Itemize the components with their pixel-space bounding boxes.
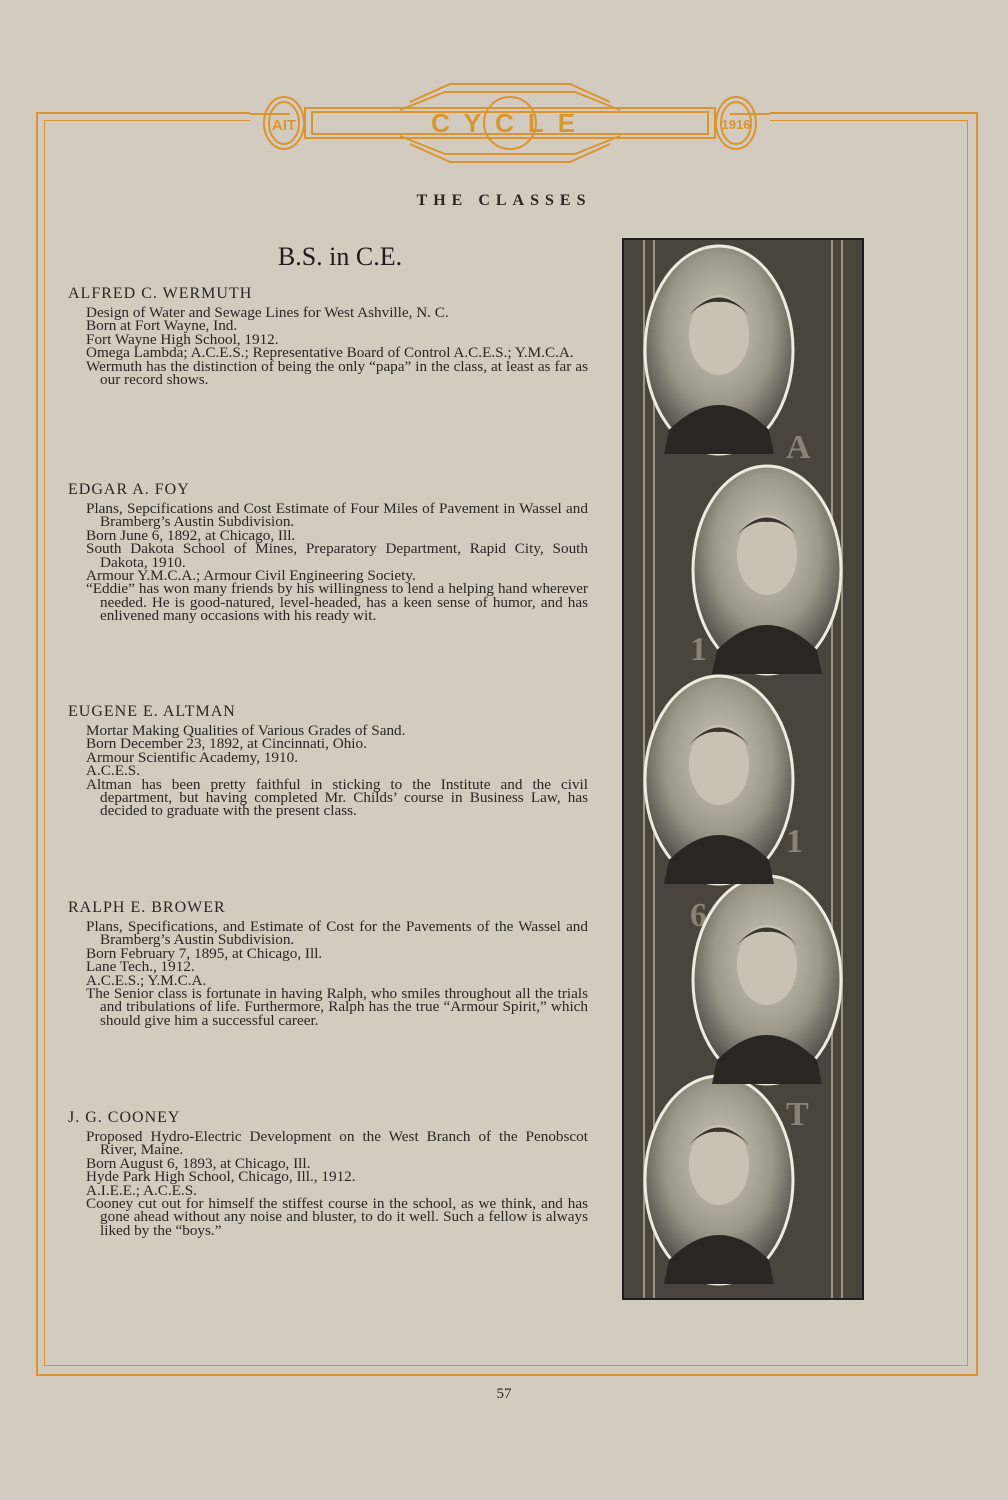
student-entry	[68, 1110, 588, 1237]
remark: Altman has been pretty faithful in sticking to the Institute and the civil department, but having completed Mr. Childs’ course in Business Law, has decided to graduate with the present class.	[86, 775, 588, 820]
page-number: 57	[496, 1386, 512, 1402]
strip-letter: T	[786, 1096, 809, 1133]
societies: Armour Y.M.C.A.; Armour Civil Engineering Society.	[86, 567, 416, 585]
strip-letter: 6	[690, 897, 707, 934]
thesis-title: Plans, Sepcifications and Cost Estimate of Four Miles of Pavement in Wassel and Bramberg’s Austin Subdivision.	[86, 500, 588, 531]
remark: Cooney cut out for himself the stiffest course in the school, as we think, and has gone ahead without any noise and bluster, to do it well. Such a fellow is always liked by the “boys.”	[86, 1195, 588, 1239]
degree-heading: B.S. in C.E.	[277, 242, 403, 271]
student-name: EDGAR A. FOY	[68, 481, 190, 498]
banner-center-text: CYCLE	[430, 108, 590, 138]
birth-info: Born June 6, 1892, at Chicago, Ill.	[86, 526, 296, 544]
remark: The Senior class is fortunate in having Ralph, who smiles throughout all the trials and tribulations of life. Furthermore, Ralph has the true “Armour Spirit,” which should give him a successful career.	[86, 985, 588, 1029]
societies: Omega Lambda; A.C.E.S.; Representative Board of Control A.C.E.S.; Y.M.C.A.	[86, 344, 574, 362]
birth-info: Born at Fort Wayne, Ind.	[86, 317, 238, 335]
school-info: Fort Wayne High School, 1912.	[86, 330, 279, 348]
banner-left-text: AIT	[271, 117, 297, 134]
portrait-strip-art	[624, 240, 862, 1298]
school-info: Armour Scientific Academy, 1910.	[86, 748, 299, 766]
remark: Wermuth has the distinction of being the only “papa” in the class, at least as far as our record shows.	[86, 357, 588, 389]
societies: A.C.E.S.; Y.M.C.A.	[86, 971, 207, 989]
school-info: Lane Tech., 1912.	[86, 958, 195, 976]
thesis-title: Mortar Making Qualities of Various Grades of Sand.	[86, 722, 406, 739]
strip-letter: 1	[690, 631, 707, 668]
student-entry	[68, 704, 588, 818]
societies: A.I.E.E.; A.C.E.S.	[86, 1181, 197, 1199]
student-entry	[68, 482, 588, 623]
strip-letter: A	[786, 429, 811, 466]
student-name: RALPH E. BROWER	[68, 899, 226, 916]
societies: A.C.E.S.	[86, 762, 141, 780]
thesis-title: Plans, Specifications, and Estimate of Cost for the Pavements of the Wassel and Bramberg’s Austin Subdivision.	[86, 918, 588, 949]
section-title: THE CLASSES	[416, 192, 592, 209]
school-info: South Dakota School of Mines, Preparatory Department, Rapid City, South Dakota, 1910.	[86, 540, 588, 571]
banner-right-text: 1916	[721, 117, 751, 132]
birth-info: Born December 23, 1892, at Cincinnati, Ohio.	[86, 735, 367, 753]
student-name: EUGENE E. ALTMAN	[68, 703, 236, 720]
birth-info: Born February 7, 1895, at Chicago, Ill.	[86, 944, 323, 962]
birth-info: Born August 6, 1893, at Chicago, Ill.	[86, 1154, 311, 1172]
remark: “Eddie” has won many friends by his willingness to lend a helping hand wherever needed. He is good-natured, level-headed, has a keen sense of humor, and has enlivened many occasions with his ready wit.	[86, 580, 588, 625]
student-name: ALFRED C. WERMUTH	[68, 285, 253, 302]
student-entry	[68, 285, 588, 389]
portrait-strip	[622, 238, 864, 1300]
thesis-title: Design of Water and Sewage Lines for West Ashville, N. C.	[86, 304, 449, 321]
student-name: J. G. COONEY	[68, 1109, 181, 1126]
cycle-banner	[250, 62, 770, 182]
strip-letter: 1	[786, 823, 803, 860]
thesis-title: Proposed Hydro-Electric Development on the West Branch of the Penobscot River, Maine.	[86, 1128, 588, 1159]
student-entry	[68, 900, 588, 1027]
school-info: Hyde Park High School, Chicago, Ill., 1912.	[86, 1168, 356, 1186]
